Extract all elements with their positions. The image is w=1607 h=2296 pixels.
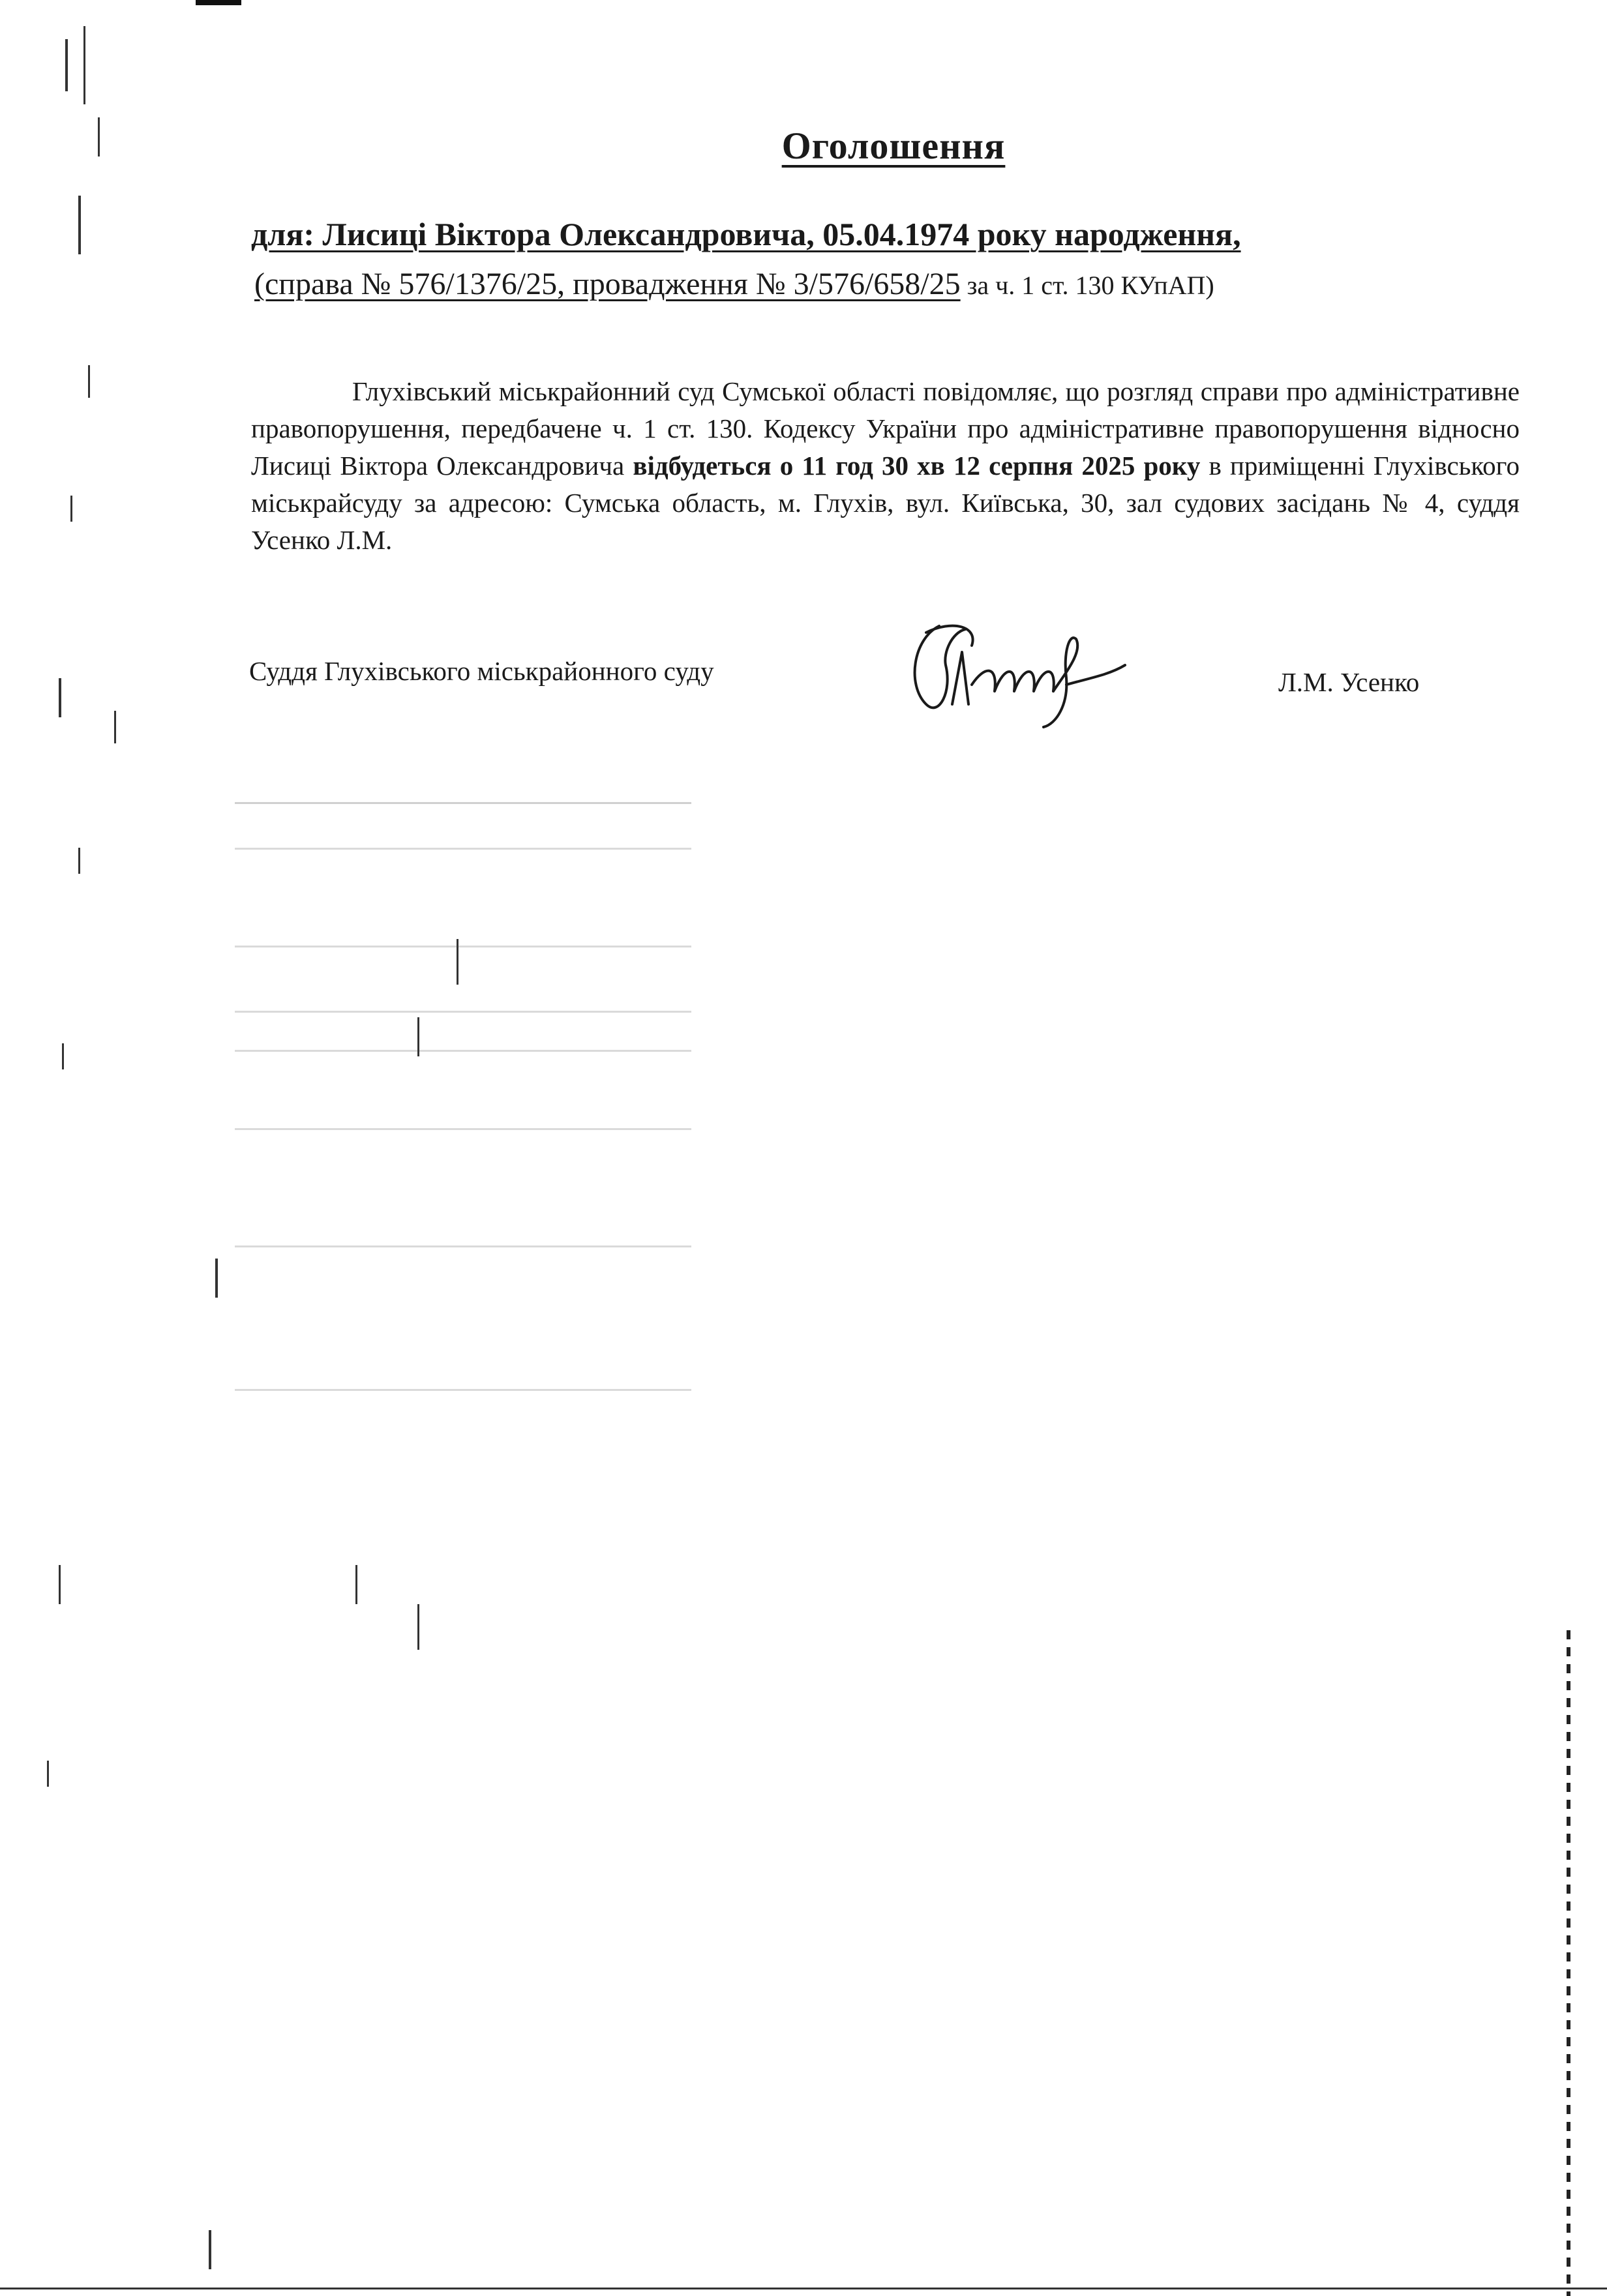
handwritten-signature <box>900 613 1135 730</box>
case-number: (справа № 576/1376/25, провадження № 3/576/658/25 <box>254 267 961 301</box>
judge-title: Суддя Глухівського міськрайонного суду <box>249 656 714 686</box>
case-reference <box>254 266 1214 302</box>
scan-bottom-rule <box>0 2288 1607 2289</box>
notice-body-part1: Глухівський міськрайонний суд Сумської області повідомляє, що розгляд справи про адміністративне правопорушення, передбачене ч. 1 ст. 130. Кодексу України про адміністративне правопорушення відносно Лисиці Віктора Олександровича <box>251 376 1520 481</box>
notice-body-part2: в приміщенні Глухівського міськрайсуду за адресою: Сумська область, м. Глухів, вул. Київська, 30, зал судових засідань № 4, суддя Усенко Л.М. <box>251 451 1520 555</box>
scan-right-edge <box>1567 1630 1570 2296</box>
addressee-line: для: Лисиці Віктора Олександровича, 05.04.1974 року народження, <box>251 216 1241 252</box>
notice-body <box>251 373 1520 559</box>
document-title: Оголошення <box>781 125 1006 167</box>
hearing-datetime: відбудеться о 11 год 30 хв 12 серпня 2025 року <box>633 451 1201 481</box>
judge-name: Л.М. Усенко <box>1278 667 1420 697</box>
case-article: за ч. 1 ст. 130 КУпАП) <box>960 271 1214 300</box>
